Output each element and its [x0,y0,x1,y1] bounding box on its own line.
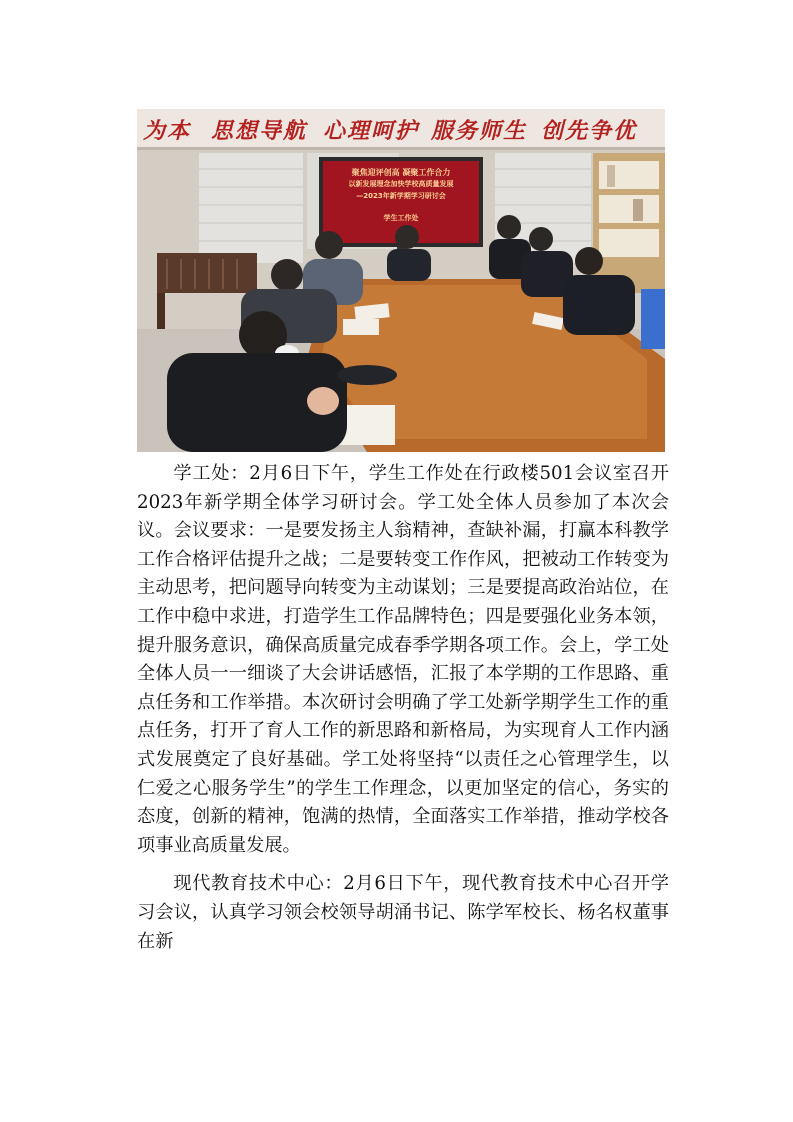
meeting-photo [137,109,665,452]
banner-slogan-5: 创先争优 [541,118,638,144]
meeting-scene-illustration [137,109,665,452]
banner-slogan-4: 服务师生 [431,118,528,144]
banner-slogan-3: 心理呵护 [323,118,420,144]
paragraph-student-affairs: 学工处：2月6日下午，学生工作处在行政楼501会议室召开2023年新学期全体学习研讨会。学工处全体人员参加了本次会议。会议要求：一是要发扬主人翁精神，查缺补漏，打赢本科教学工作合格评估提升之战；二是要转变工作作风，把被动工作转变为主动思考，把问题导向转变为主动谋划；三是要提高政治站位，在工作中稳中求进，打造学生工作品牌特色；四是要强化业务本领，提升服务意识，确保高质量完成春季学期各项工作。会上，学工处全体人员一一细谈了大会讲话感悟，汇报了本学期的工作思路、重点任务和工作举措。本次研讨会明确了学工处新学期学生工作的重点任务，打开了育人工作的新思路和新格局，为实现育人工作内涵式发展奠定了良好基础。学工处将坚持“以责任之心管理学生，以仁爱之心服务学生”的学生工作理念，以更加坚定的信心，务实的态度，创新的精神，饱满的热情，全面落实工作举措，推动学校各项事业高质量发展。 [137,463,669,856]
screen-title-line-3: —2023年新学期学习研讨会 [356,192,446,200]
paragraph-edu-tech-center: 现代教育技术中心：2月6日下午，现代教育技术中心召开学习会议，认真学习领会校领导胡涌书记、陈学军校长、杨名权董事在新 [137,873,669,952]
screen-title-line-4: 学生工作处 [383,214,419,222]
article-body [137,460,669,956]
banner-slogan-1: 为本 [143,118,192,144]
screen-title-line-1: 聚焦迎评创高 凝聚工作合力 [351,168,451,177]
screen-title-line-2: 以新发展理念加快学校高质量发展 [348,180,454,188]
banner-slogan-2: 思想导航 [211,118,308,144]
